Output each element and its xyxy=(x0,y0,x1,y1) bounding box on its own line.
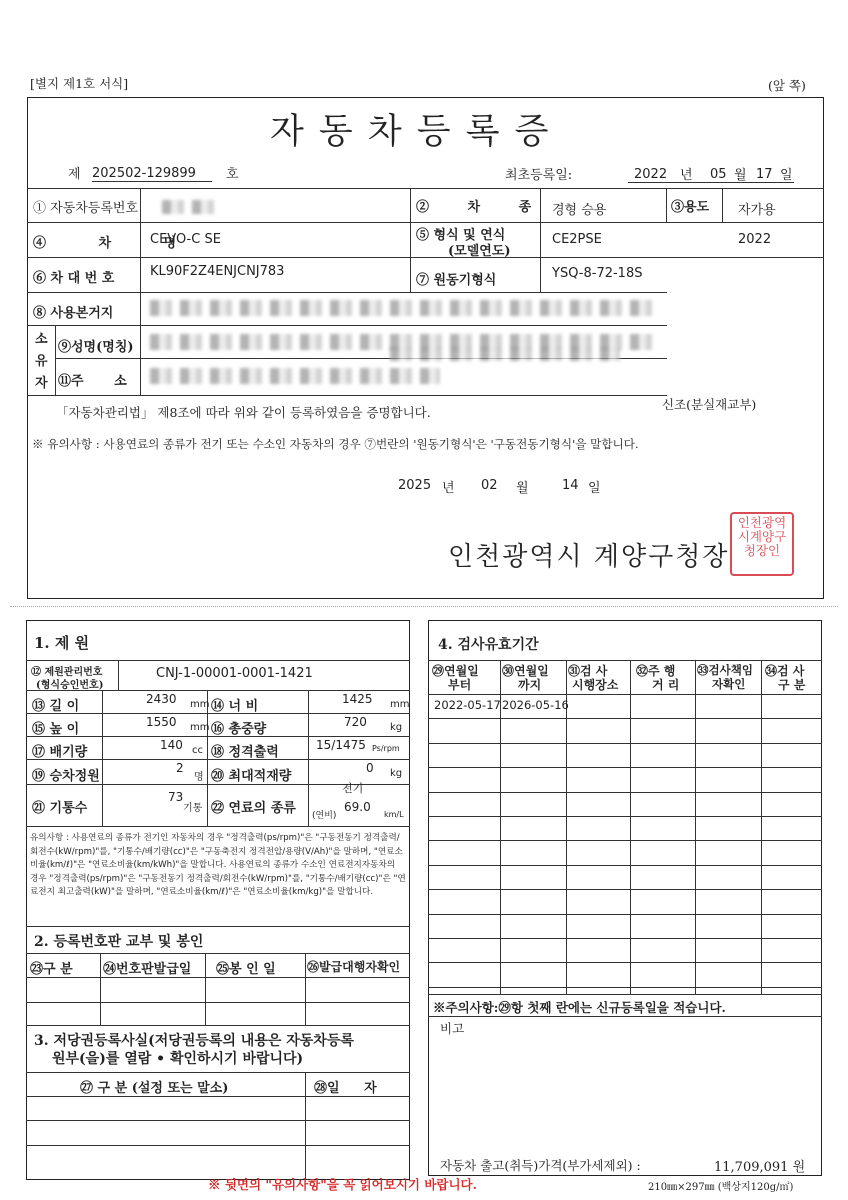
displacement-label: ⑰ 배기량 xyxy=(32,745,88,760)
width-label: ⑭ 너 비 xyxy=(211,699,259,714)
cert-number: 202502-129899 xyxy=(92,166,212,182)
inspection-note: ※주의사항:㉙항 첫째 란에는 신규등록일을 적습니다. xyxy=(433,1000,726,1015)
base-location-redacted xyxy=(150,300,660,316)
mgmt-number-sublabel: (형식승인번호) xyxy=(36,680,104,691)
vin-label: ⑥ 차 대 번 호 xyxy=(33,271,115,286)
inspection-row-line xyxy=(428,889,822,890)
width-value: 1425 xyxy=(342,692,373,706)
usage-value: 자가용 xyxy=(738,203,776,218)
form-label: [별지 제1호 서식] xyxy=(30,76,129,91)
issue-month-unit: 월 xyxy=(516,481,529,496)
remarks-label: 비고 xyxy=(440,1021,465,1036)
inspection-row-line xyxy=(428,743,822,744)
insp-col-place-sub: 시행장소 xyxy=(572,678,619,692)
insp-col-from: ㉙연월일 xyxy=(432,664,479,678)
insp-row1-to: 2026-05-16 xyxy=(502,698,569,712)
cert-suffix: 호 xyxy=(226,167,239,182)
length-label: ⑬ 길 이 xyxy=(32,699,80,714)
model-type-value: CE2PSE xyxy=(552,232,602,247)
fuel-type-label: ㉒ 연료의 종류 xyxy=(211,801,296,816)
declaration-text: 「자동차관리법」 제8조에 따라 위와 같이 등록하였음을 증명합니다. xyxy=(56,405,431,420)
issue-year-unit: 년 xyxy=(442,481,455,496)
inspection-row-line xyxy=(428,840,822,841)
footer-warning: ※ 뒷면의 "유의사항"을 꼭 읽어보시기 바랍니다. xyxy=(208,1177,477,1192)
owner-name-label: ⑨성명(명칭) xyxy=(58,340,134,355)
insp-col-to-sub: 까지 xyxy=(518,678,542,692)
vehicle-type-label: ② 차 종 xyxy=(416,200,532,215)
fuel-efficiency-unit: km/L xyxy=(384,810,404,819)
owner-address-label: ⑪주 소 xyxy=(58,374,127,389)
plate-col-issue-date: ㉔번호판발급일 xyxy=(103,962,192,977)
page-side: (앞 쪽) xyxy=(768,78,806,93)
inspection-row-line xyxy=(428,694,822,695)
mgmt-number-value: CNJ-1-00001-0001-1421 xyxy=(156,666,313,681)
owner-label-2: 유 xyxy=(35,354,48,369)
inspection-row-line xyxy=(428,816,822,817)
inspection-row-line xyxy=(428,718,822,719)
height-label: ⑮ 높 이 xyxy=(32,722,80,737)
max-load-unit: kg xyxy=(390,768,403,779)
length-unit: mm xyxy=(190,699,210,710)
notice-text: ※ 유의사항 : 사용연료의 종류가 전기 또는 수소인 자동차의 경우 ⑦번란의 '원동기형식'은 '구동전동기형식'을 말합니다. xyxy=(32,437,639,451)
inspection-row-line xyxy=(428,865,822,866)
model-year-value: 2022 xyxy=(738,232,772,247)
max-load-value: 0 xyxy=(366,761,374,775)
rated-power-unit: Ps/rpm xyxy=(372,744,400,753)
seating-label: ⑲ 승차정원 xyxy=(32,769,100,784)
displacement-value: 140 xyxy=(160,738,183,752)
insp-col-place: ㉛검 사 xyxy=(568,664,608,678)
inspection-row-line xyxy=(428,962,822,963)
engine-type-value: YSQ-8-72-18S xyxy=(552,266,643,281)
insp-row1-from: 2022-05-17 xyxy=(434,698,501,712)
separator xyxy=(10,606,838,607)
seating-value: 2 xyxy=(176,761,184,775)
vehicle-type-value: 경형 승용 xyxy=(552,203,607,218)
first-reg-day: 17 xyxy=(756,167,773,182)
owner-label-3: 자 xyxy=(35,376,48,391)
spec-title: 1. 제 원 xyxy=(34,634,90,652)
owner-extra-redacted xyxy=(390,347,620,361)
issuer-name: 인천광역시 계양구청장 xyxy=(448,542,730,572)
height-unit: mm xyxy=(190,722,210,733)
reg-number-redacted xyxy=(162,200,214,214)
inspection-row-line xyxy=(428,938,822,939)
height-value: 1550 xyxy=(146,715,177,729)
displacement-unit: cc xyxy=(192,745,203,756)
inspection-row-line xyxy=(428,767,822,768)
rated-power-value: 15/1475 xyxy=(316,738,366,752)
plate-section-title: 2. 등록번호판 교부 및 봉인 xyxy=(34,934,204,950)
insp-col-type: ㉞검 사 xyxy=(765,664,805,678)
fuel-efficiency-label: (연비) xyxy=(312,811,337,821)
fuel-type-value: 전기 xyxy=(342,782,364,795)
fuel-efficiency-value: 69.0 xyxy=(344,800,371,814)
mortgage-col-category: ㉗ 구 분 (설정 또는 말소) xyxy=(80,1081,229,1096)
usage-label: ③용도 xyxy=(671,200,710,215)
insp-col-from-sub: 부터 xyxy=(448,678,472,692)
document-title: 자 동 차 등 록 증 xyxy=(270,112,551,152)
reissue-type: 신조(분실재교부) xyxy=(662,397,757,412)
mgmt-number-label: ⑫ 제원관리번호 xyxy=(31,667,103,678)
reg-number-label: ① 자동차등록번호 xyxy=(33,201,139,216)
insp-col-mileage: ㉜주 행 xyxy=(636,664,676,678)
plate-col-seal-date: ㉕봉 인 일 xyxy=(216,962,276,977)
insp-col-to: ㉚연월일 xyxy=(502,664,549,678)
model-year-label: ⑤ 형식 및 연식 xyxy=(416,228,506,243)
cylinders-unit: 기통 xyxy=(183,803,203,814)
inspection-row-line xyxy=(428,914,822,915)
paper-spec: 210㎜×297㎜ (백상지120g/㎡) xyxy=(648,1182,794,1193)
base-location-label: ⑧ 사용본거지 xyxy=(33,306,114,321)
spec-note: 유의사항 : 사용연료의 종류가 전기인 자동차의 경우 "정격출력(ps/rpm)"은 "구동전동기 정격출력/회전수(kW/rpm)"를, "기통수/배기량(cc)"은 "구동축전지 정격전압/용량(V/Ah)"을 말하며, "연료소비율(km/ℓ)"은 "연료소비율(km/kWh)"을 말합니다. 사용연료의 종류가 수소인 연료전지자동차의 경우 "정격출력(ps/rpm)"은 "구동전동기 정격출력/회전수(kW/rpm)"를, "기통수/배기량(cc)"은 "연료전지 최고출력(kW)"을 말하며, "연료소비율(km/ℓ)"은 "연료소비율(km/kg)"을 말합니다. xyxy=(30,833,406,897)
plate-col-category: ㉓구 분 xyxy=(30,962,73,977)
cylinders-label: ㉑ 기통수 xyxy=(32,801,88,816)
issue-day: 14 xyxy=(562,478,579,493)
gross-weight-label: ⑯ 총중량 xyxy=(211,722,267,737)
gross-weight-value: 720 xyxy=(344,715,367,729)
issue-day-unit: 일 xyxy=(588,481,601,496)
width-unit: mm xyxy=(390,699,410,710)
insp-col-inspector-sub: 자확인 xyxy=(712,677,746,691)
first-reg-label: 최초등록일: xyxy=(505,168,573,183)
inspection-row-line xyxy=(428,987,822,988)
issue-month: 02 xyxy=(481,478,498,493)
length-value: 2430 xyxy=(146,692,177,706)
insp-col-inspector: ㉝검사책임 xyxy=(697,663,753,677)
first-reg-year: 2022 xyxy=(634,167,668,182)
insp-col-type-sub: 구 분 xyxy=(778,678,806,692)
model-name-value: CEVO-C SE xyxy=(150,232,221,247)
official-seal-text: 인천광역시계양구청장인 xyxy=(737,515,787,558)
rated-power-label: ⑱ 정격출력 xyxy=(211,745,279,760)
mortgage-title-line2: 원부(을)를 열람 • 확인하시기 바랍니다) xyxy=(52,1051,304,1067)
price-label: 자동차 출고(취득)가격(부가세제외) : xyxy=(440,1158,641,1173)
owner-label-1: 소 xyxy=(35,332,48,347)
insp-col-mileage-sub: 거 리 xyxy=(652,678,680,692)
engine-type-label: ⑦ 원동기형식 xyxy=(416,273,497,288)
price-value: 11,709,091 원 xyxy=(714,1160,806,1175)
inspection-title: 4. 검사유효기간 xyxy=(438,637,539,653)
vin-value: KL90F2Z4ENJCNJ783 xyxy=(150,264,285,279)
model-name-label: ④ 차 명 xyxy=(33,236,177,251)
day-unit: 일 xyxy=(780,168,793,183)
owner-address-redacted xyxy=(150,368,440,384)
month-unit: 월 xyxy=(734,168,747,183)
mortgage-col-date: ㉘일 자 xyxy=(314,1081,377,1096)
cylinders-value: 73 xyxy=(168,790,184,804)
model-year-sublabel: (모델연도) xyxy=(448,244,511,259)
gross-weight-unit: kg xyxy=(390,722,403,733)
seating-unit: 명 xyxy=(194,772,204,783)
issue-year: 2025 xyxy=(398,478,432,493)
mortgage-title-line1: 3. 저당권등록사실(저당권등록의 내용은 자동차등록 xyxy=(34,1033,354,1049)
plate-col-agent-check: ㉖발급대행자확인 xyxy=(307,960,401,974)
max-load-label: ⑳ 최대적재량 xyxy=(211,769,292,784)
first-reg-month: 05 xyxy=(710,167,727,182)
inspection-row-line xyxy=(428,792,822,793)
cert-prefix: 제 xyxy=(68,167,81,182)
year-unit: 년 xyxy=(680,168,693,183)
